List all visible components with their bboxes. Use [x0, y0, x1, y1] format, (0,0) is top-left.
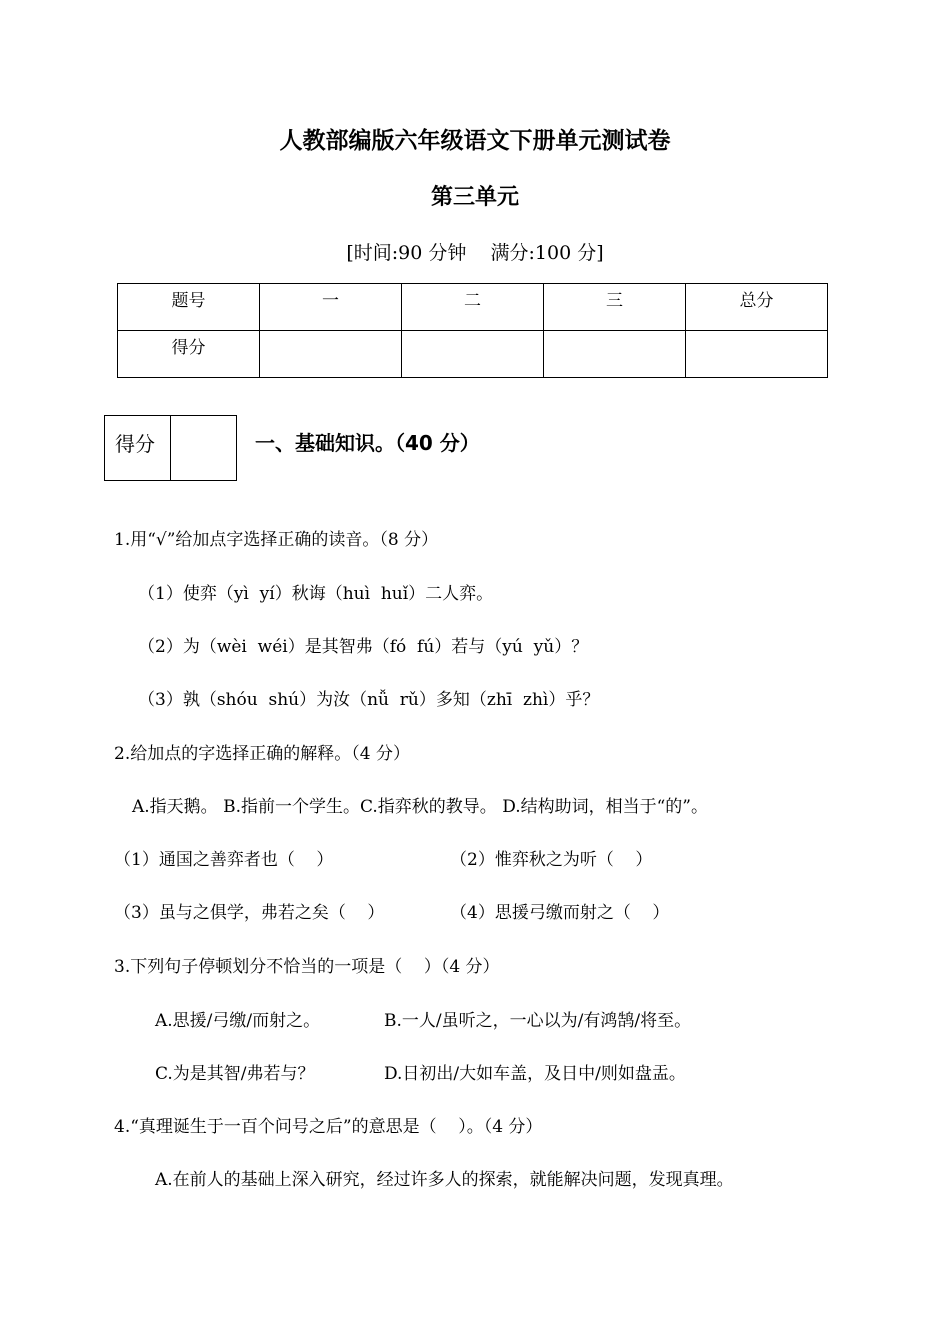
question-3-option: C.为是其智/弗若与？ [155, 1064, 315, 1084]
score-cell[interactable] [260, 331, 402, 378]
section-score-label: 得分 [105, 416, 171, 480]
score-table-header: 总分 [686, 284, 828, 331]
question-1-item: （3）孰（shóu shú）为汝（nǚ rǔ）多知（zhī zhì）乎？ [138, 690, 600, 710]
score-table-header-row [118, 284, 828, 331]
question-4-stem: 4.“真理诞生于一百个问号之后”的意思是（ ）。（4 分） [114, 1117, 543, 1137]
question-3-option: D.日初出/大如车盖，及日中/则如盘盂。 [384, 1064, 686, 1084]
section-heading: 一、基础知识。（40 分） [255, 431, 480, 455]
score-table-header: 一 [260, 284, 402, 331]
question-4-option: A.在前人的基础上深入研究，经过许多人的探索，就能解决问题，发现真理。 [155, 1170, 734, 1190]
score-cell[interactable] [686, 331, 828, 378]
score-row-label: 得分 [118, 331, 260, 378]
score-table-header: 二 [402, 284, 544, 331]
question-2-item: （2）惟弈秋之为听（ ） [450, 850, 653, 870]
time-info: [时间:90 分钟 满分:100 分] [346, 242, 604, 264]
question-1-item: （1）使弈（yì yí）秋诲（huì huǐ）二人弈。 [138, 584, 494, 604]
unit-title: 第三单元 [430, 185, 519, 210]
page-title: 人教部编版六年级语文下册单元测试卷 [279, 128, 671, 154]
score-table-header: 三 [544, 284, 686, 331]
question-1-item: （2）为（wèi wéi）是其智弗（fó fú）若与（yú yǔ）？ [138, 637, 589, 657]
question-2-options: A.指天鹅。 B.指前一个学生。C.指弈秋的教导。 D.结构助词，相当于“的”。 [132, 797, 708, 817]
score-cell[interactable] [544, 331, 686, 378]
question-3-option: A.思援/弓缴/而射之。 [155, 1011, 321, 1031]
score-table-header: 题号 [118, 284, 260, 331]
score-cell[interactable] [402, 331, 544, 378]
question-1-stem: 1.用“√”给加点字选择正确的读音。（8 分） [114, 530, 439, 550]
question-2-item: （1）通国之善弈者也（ ） [114, 850, 334, 870]
question-3-stem: 3.下列句子停顿划分不恰当的一项是（ ）（4 分） [114, 957, 500, 977]
score-table [117, 283, 828, 378]
question-2-item: （3）虽与之俱学，弗若之矣（ ） [114, 903, 385, 923]
section-score-cell[interactable] [171, 416, 236, 480]
score-table-score-row [118, 331, 828, 378]
section-score-box [104, 415, 237, 481]
question-3-option: B.一人/虽听之，一心以为/有鸿鹄/将至。 [384, 1011, 692, 1031]
question-2-stem: 2.给加点的字选择正确的解释。（4 分） [114, 744, 410, 764]
question-2-item: （4）思援弓缴而射之（ ） [450, 903, 670, 923]
